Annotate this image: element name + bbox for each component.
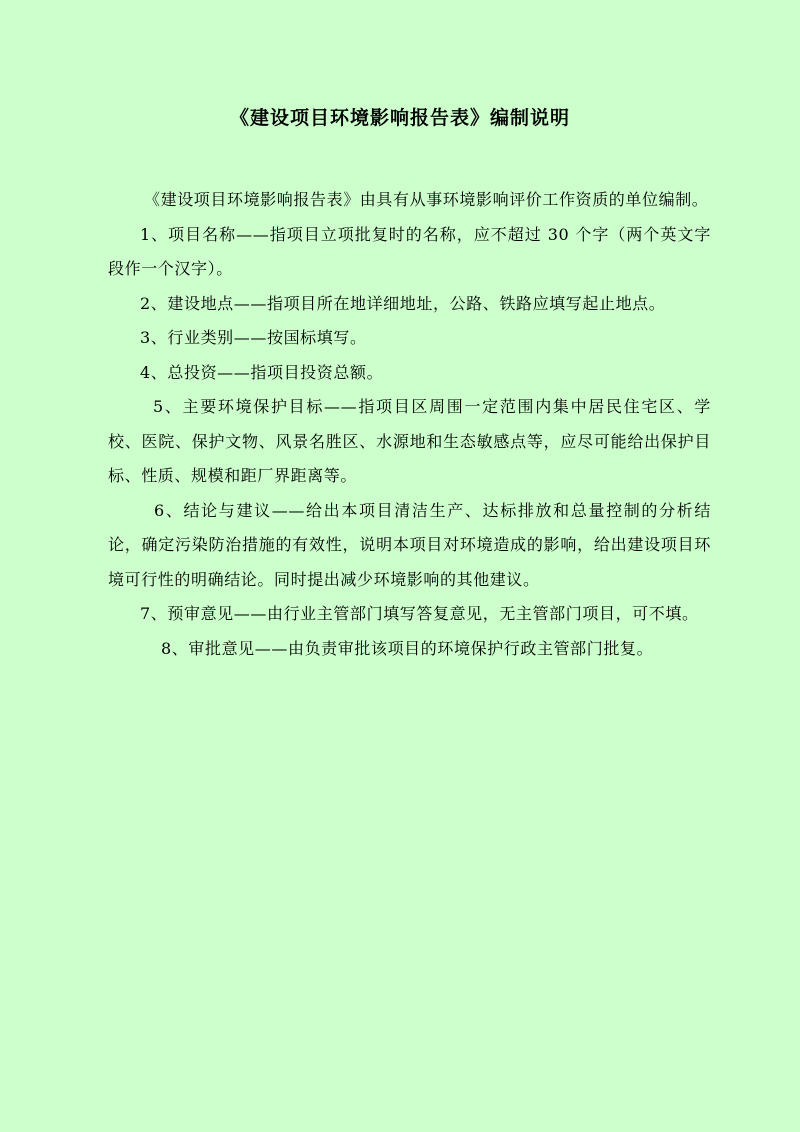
document-title: 《建设项目环境影响报告表》编制说明 xyxy=(229,107,570,129)
item-conclusions: 6、结论与建议——给出本项目清洁生产、达标排放和总量控制的分析结论，确定污染防治措施的有效性，说明本项目对环境造成的影响，给出建设项目环境可行性的明确结论。同时提出减少环境影响的其他建议。 xyxy=(108,500,711,589)
item-construction-site: 2、建设地点——指项目所在地详细地址，公路、铁路应填写起止地点。 xyxy=(140,293,666,313)
intro-paragraph: 《建设项目环境影响报告表》由具有从事环境影响评价工作资质的单位编制。 xyxy=(144,190,709,209)
item-protection-targets: 5、主要环境保护目标——指项目区周围一定范围内集中居民住宅区、学校、医院、保护文物、风景名胜区、水源地和生态敏感点等，应尽可能给出保护目标、性质、规模和距厂界距离等。 xyxy=(108,397,711,485)
item-pre-review-opinion: 7、预审意见——由行业主管部门填写答复意见，无主管部门项目，可不填。 xyxy=(140,604,699,623)
item-total-investment: 4、总投资——指项目投资总额。 xyxy=(140,362,384,382)
item-project-name: 1、项目名称——指项目立项批复时的名称，应不超过 30 个字（两个英文字段作一个汉字）。 xyxy=(108,224,711,278)
document-body xyxy=(108,183,711,666)
item-approval-opinion: 8、审批意见——由负责审批该项目的环境保护行政主管部门批复。 xyxy=(161,638,654,658)
item-industry-category: 3、行业类别——按国标填写。 xyxy=(140,328,367,347)
